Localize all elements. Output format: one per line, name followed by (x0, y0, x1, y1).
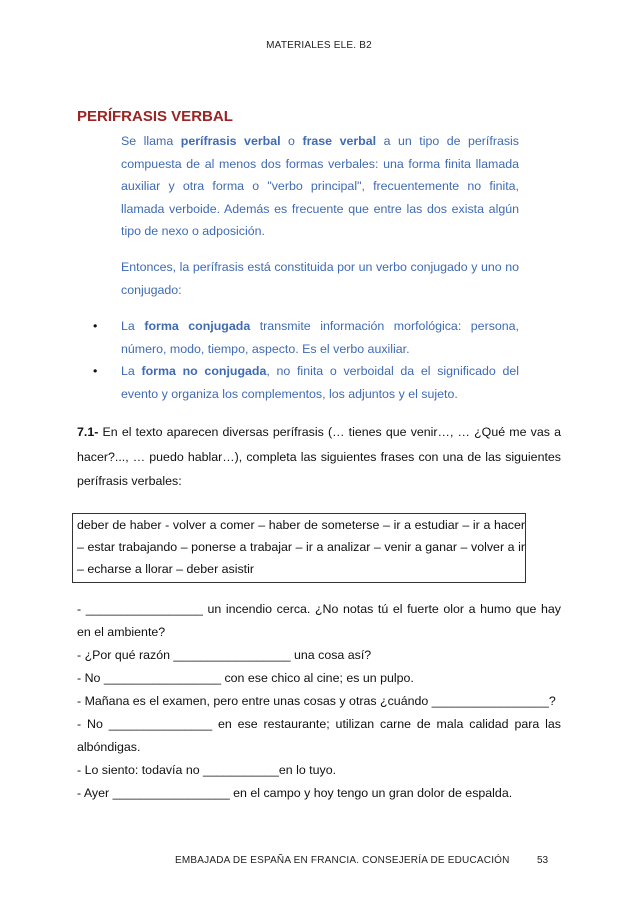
term-frase-verbal: frase verbal (302, 134, 377, 148)
exercise-instructions (77, 420, 561, 494)
bullet-text: La (121, 319, 145, 333)
definition-paragraph (121, 130, 519, 243)
bullet-item-no-conjugada (93, 360, 519, 405)
word-bank-box: deber de haber - volver a comer – haber de someterse – ir a estudiar – ir a hacer – estar trabajando – ponerse a trabajar – ir a analizar – venir a ganar – volver a ir – echarse a llorar – deber asistir (72, 513, 526, 583)
bullet-dot-icon: • (93, 319, 98, 333)
sentence-item: - Ayer _________________ en el campo y hoy tengo un gran dolor de espalda. (77, 786, 513, 800)
sentence-item: - No _________________ con ese chico al cine; es un pulpo. (77, 671, 414, 685)
page-header: MATERIALES ELE. B2 (266, 40, 372, 51)
definition-text-2: o (280, 134, 303, 148)
exercise-text: En el texto aparecen diversas perífrasis (… tienes que venir…, … ¿Qué me vas a hacer?..., … puedo hablar…), completa las siguientes frases con una de las siguientes perífrasis verbales: (77, 425, 561, 488)
term-perifrasis-verbal: perífrasis verbal (180, 134, 281, 148)
exercise-number: 7.1- (77, 425, 99, 439)
sentence-item: - ¿Por qué razón _________________ una cosa así? (77, 648, 372, 662)
sentence-item: - Lo siento: todavía no ___________en lo tuyo. (77, 763, 337, 777)
bullet-term: forma no conjugada (141, 364, 267, 378)
bullet-text: transmite información morfológica: persona, número, modo, tiempo, aspecto. Es el verbo auxiliar. (121, 319, 519, 356)
sentence-item: - Mañana es el examen, pero entre unas cosas y otras ¿cuándo _________________? (77, 694, 556, 708)
section-title: PERÍFRASIS VERBAL (77, 108, 233, 125)
bullet-term: forma conjugada (144, 319, 251, 333)
page-footer: EMBAJADA DE ESPAÑA EN FRANCIA. CONSEJERÍA DE EDUCACIÓN (175, 855, 510, 866)
composition-paragraph (121, 256, 519, 301)
bullet-item-conjugada (93, 315, 519, 360)
definition-text-1: Se llama (121, 134, 181, 148)
bullet-dot-icon: • (93, 364, 98, 378)
sentence-item: - _________________ un incendio cerca. ¿No notas tú el fuerte olor a humo que hay en el ambiente? (77, 602, 561, 639)
bullet-text: , no finita o verboidal da el significado del evento y organiza los complementos, los adjuntos y el sujeto. (121, 364, 519, 401)
exercise-sentences (77, 598, 561, 805)
definition-text-3: a un tipo de perífrasis compuesta de al menos dos formas verbales: una forma finita llamada auxiliar y otra forma o "verbo principal", frecuentemente no finita, llamada verboide. Además es frecuente que entre las dos exista algún tipo de nexo o adposición. (121, 134, 519, 238)
bullet-text: La (121, 364, 142, 378)
composition-text: Entonces, la perífrasis está constituida por un verbo conjugado y uno no conjugado: (121, 260, 519, 297)
sentence-item: - No _______________ en ese restaurante; utilizan carne de mala calidad para las albóndigas. (77, 717, 561, 754)
page-number: 53 (537, 855, 549, 866)
bullet-list (93, 315, 519, 405)
